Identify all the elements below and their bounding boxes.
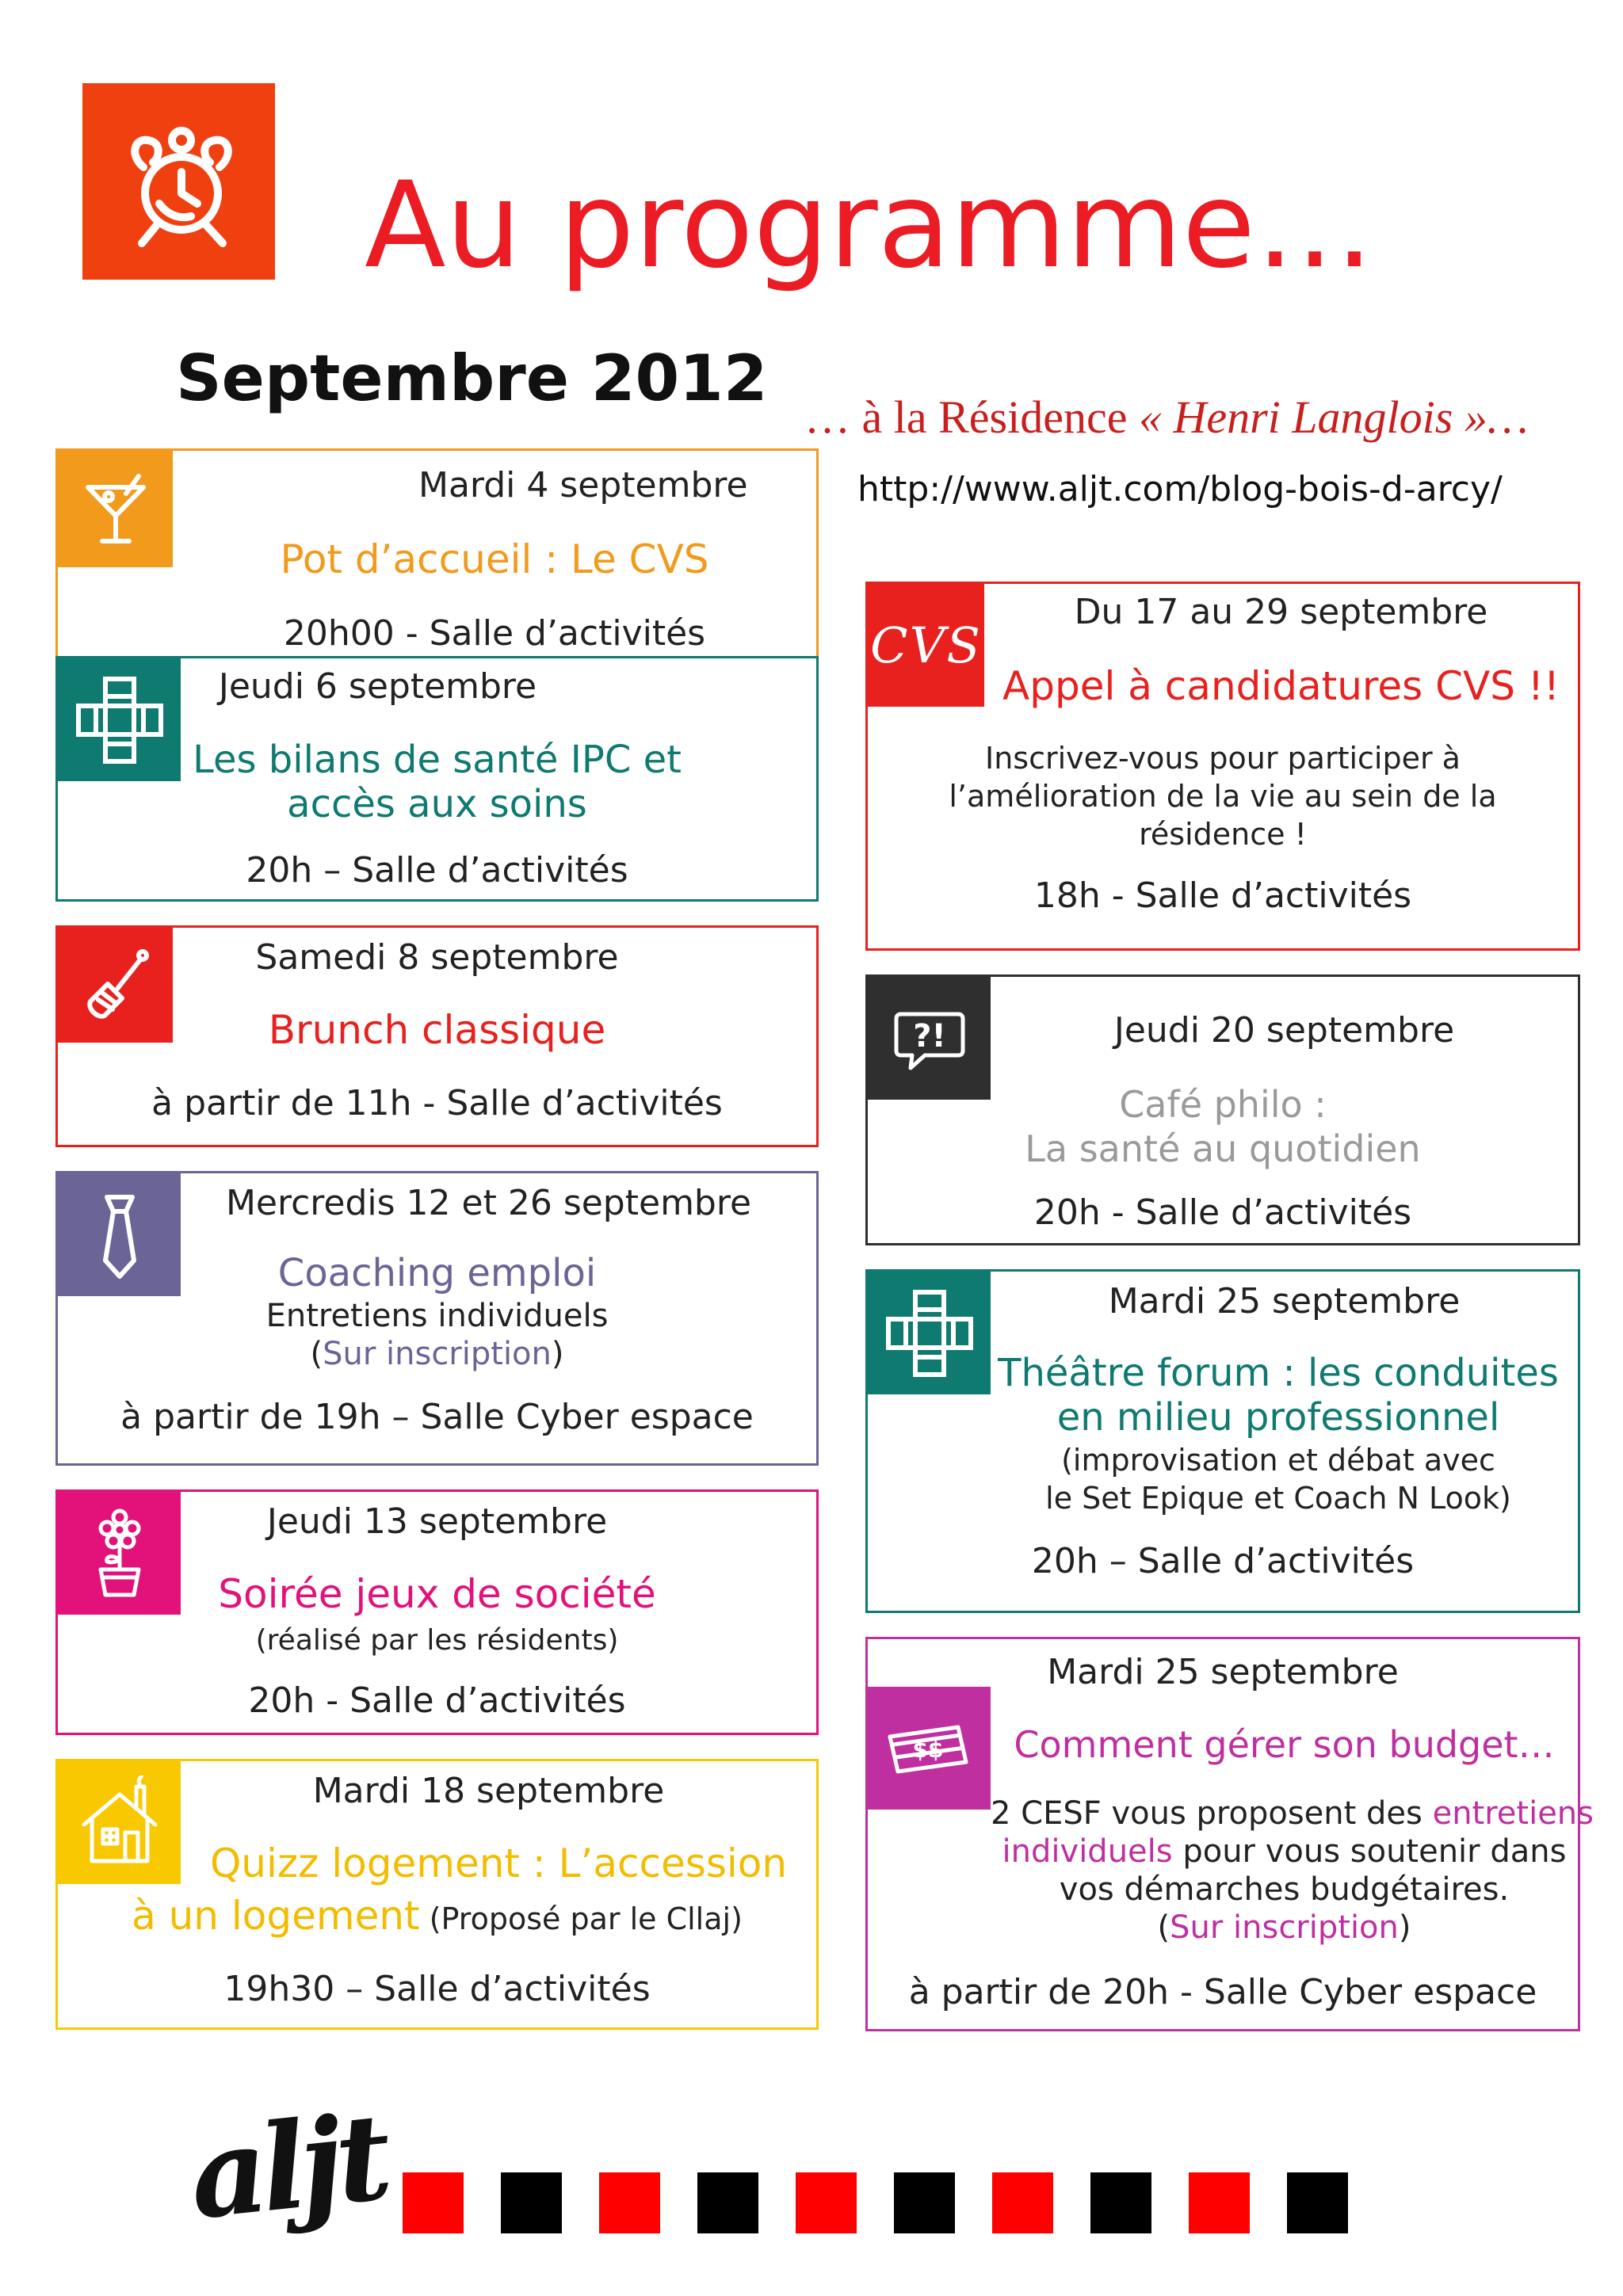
house-icon [76, 1775, 163, 1871]
cocktail-icon [80, 470, 151, 549]
event-card-brunch [55, 925, 819, 1147]
event-organizer-note: (Proposé par le Cllaj) [419, 1901, 743, 1936]
event-title: Coaching emploi [277, 1251, 597, 1295]
footer-square-black [1090, 2172, 1151, 2233]
footer-square-black [1287, 2172, 1348, 2233]
speech-bubble-icon [890, 1003, 969, 1074]
event-detail-line-1 [991, 1794, 1594, 1833]
event-card-bilans-sante [55, 656, 819, 902]
blog-url[interactable]: http://www.aljt.com/blog-bois-d-arcy/ [857, 469, 1503, 509]
event-title-line-1: Quizz logement : L’accession [209, 1840, 788, 1886]
event-title-line-2: en milieu professionnel [1056, 1395, 1500, 1440]
event-title: Soirée jeux de société [218, 1571, 656, 1617]
event-time-location: 20h – Salle d’activités [1031, 1541, 1415, 1581]
event-title-line-2: accès aux soins [287, 782, 587, 826]
event-detail-line-1: Inscrivez-vous pour participer à [985, 741, 1461, 776]
event-time-location: 18h - Salle d’activités [1033, 875, 1412, 916]
paren-open: ( [310, 1336, 323, 1372]
event-title-line-2: La santé au quotidien [1025, 1127, 1421, 1170]
event-time-location: 19h30 – Salle d’activités [223, 1969, 651, 2009]
event-time-location: 20h - Salle d’activités [248, 1680, 626, 1721]
event-date: Mardi 25 septembre [1108, 1281, 1461, 1322]
event-card-theatre-forum [865, 1269, 1580, 1613]
svg-text:$$: $$ [912, 1736, 943, 1763]
cvs-icon: CVS [870, 616, 982, 674]
banknotes-icon [882, 1713, 977, 1784]
event-time-location: à partir de 20h - Salle Cyber espace [908, 1972, 1537, 2012]
event-date: Mardi 4 septembre [418, 465, 748, 505]
event-detail-line-1: Entretiens individuels [265, 1298, 609, 1334]
residence-subtitle [804, 390, 1528, 445]
paren-open: ( [1157, 1909, 1170, 1946]
event-detail-line-2 [991, 1833, 1578, 1871]
event-title: Comment gérer son budget… [1014, 1723, 1555, 1766]
event-icon-box [868, 977, 991, 1100]
event-card-jeux-societe [55, 1489, 819, 1735]
event-card-gerer-budget [865, 1637, 1594, 2031]
footer-square-red [992, 2172, 1053, 2233]
event-date: Jeudi 20 septembre [1113, 1010, 1455, 1051]
page-title: Au programme… [365, 157, 1375, 295]
event-detail-line-2: l’amélioration de la vie au sein de la [949, 779, 1497, 814]
event-title-line-1: Café philo : [1119, 1083, 1327, 1126]
month-heading: Septembre 2012 [176, 341, 768, 415]
event-time-location: 20h - Salle d’activités [1033, 1192, 1412, 1233]
event-time-location: à partir de 19h – Salle Cyber espace [120, 1397, 754, 1437]
event-date: Du 17 au 29 septembre [1074, 592, 1488, 632]
event-icon-box [868, 1687, 991, 1810]
cross-icon [882, 1286, 977, 1381]
event-icon-box [58, 451, 173, 567]
event-time-location: à partir de 11h - Salle d’activités [151, 1083, 723, 1123]
registration-note: Sur inscription [1170, 1909, 1399, 1946]
event-date: Mardi 18 septembre [312, 1771, 665, 1811]
registration-note: Sur inscription [323, 1336, 552, 1372]
event-icon-box [868, 584, 984, 707]
header-logo [82, 83, 275, 280]
alarm-clock-logo-icon [112, 110, 246, 253]
event-date: Mardi 25 septembre [1047, 1652, 1399, 1692]
event-time-location: 20h – Salle d’activités [246, 850, 628, 891]
detail-text: pour vous soutenir dans [1172, 1833, 1567, 1870]
paren-close: ) [551, 1336, 564, 1372]
detail-highlight: individuels [1002, 1833, 1173, 1870]
event-card-quizz-logement [55, 1759, 819, 2030]
event-detail-line-2 [58, 1335, 816, 1373]
residence-prefix: … à la Résidence [804, 391, 1139, 443]
event-date: Mercredis 12 et 26 septembre [225, 1183, 752, 1223]
residence-name: « Henri Langlois »… [1138, 391, 1529, 443]
event-detail-line-3: vos démarches budgétaires. [1059, 1871, 1510, 1908]
footer-square-black [894, 2172, 955, 2233]
event-date: Samedi 8 septembre [255, 937, 619, 978]
event-title: Appel à candidatures CVS !! [1002, 663, 1560, 709]
event-title: Pot d’accueil : Le CVS [280, 536, 709, 582]
event-title-line-1: Théâtre forum : les conduites [998, 1351, 1559, 1395]
event-detail-line-2: le Set Epique et Coach N Look) [1045, 1481, 1511, 1516]
detail-text: 2 CESF vous proposent des [991, 1795, 1433, 1832]
footer-square-black [697, 2172, 758, 2233]
event-detail: (réalisé par les résidents) [255, 1624, 619, 1657]
footer-square-red [1189, 2172, 1250, 2233]
event-date: Jeudi 6 septembre [218, 666, 537, 707]
event-date: Jeudi 13 septembre [266, 1501, 608, 1542]
event-title-line-1: Les bilans de santé IPC et [193, 738, 682, 782]
aljt-logo: aljt [183, 2087, 392, 2247]
event-title: Brunch classique [268, 1007, 606, 1053]
paren-close: ) [1398, 1909, 1411, 1946]
detail-highlight: entretiens [1432, 1795, 1594, 1832]
svg-text:?!: ?! [912, 1017, 946, 1055]
event-title-part: à un logement [132, 1893, 420, 1939]
footer-square-red [403, 2172, 464, 2233]
event-icon-box [868, 1272, 991, 1394]
event-detail-line-1: (improvisation et débat avec [1061, 1443, 1495, 1478]
event-card-appel-candidatures [865, 582, 1580, 951]
event-card-cafe-philo [865, 974, 1580, 1245]
event-card-pot-accueil [55, 448, 819, 656]
event-card-coaching-emploi [55, 1171, 819, 1466]
event-title-line-2 [58, 1893, 816, 1939]
footer-square-black [501, 2172, 562, 2233]
footer-square-red [599, 2172, 660, 2233]
event-detail-line-3: résidence ! [1139, 817, 1307, 852]
footer-square-red [796, 2172, 857, 2233]
event-time-location: 20h00 - Salle d’activités [283, 613, 706, 654]
event-detail-line-4 [991, 1909, 1578, 1947]
